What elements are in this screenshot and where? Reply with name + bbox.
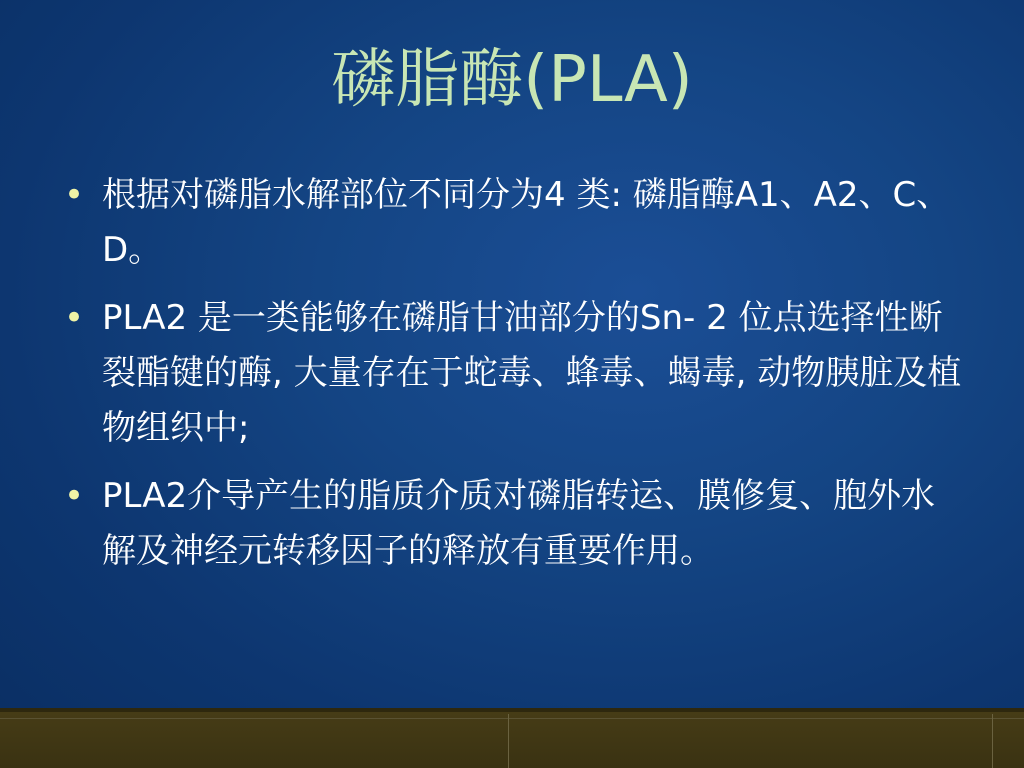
bullet-item-3 <box>62 469 962 579</box>
footer-divider-line <box>508 714 509 768</box>
footer-divider-line <box>992 714 993 768</box>
bullet-marker: • <box>64 175 85 215</box>
bullet-text: PLA2介导产生的脂质介质对磷脂转运、膜修复、胞外水解及神经元转移因子的释放有重要作用。 <box>102 476 936 571</box>
footer-divider-line <box>0 718 1024 719</box>
slide-title: 磷脂酶(PLA) <box>331 43 693 117</box>
bullet-list <box>62 168 962 592</box>
footer-bar <box>0 708 1024 768</box>
bullet-marker: • <box>64 298 85 338</box>
bullet-marker: • <box>64 476 85 516</box>
bullet-text: 根据对磷脂水解部位不同分为4 类: 磷脂酶A1、A2、C、D。 <box>102 175 951 270</box>
bullet-item-1 <box>62 168 962 278</box>
bullet-item-2 <box>62 291 962 456</box>
bullet-text: PLA2 是一类能够在磷脂甘油部分的Sn- 2 位点选择性断裂酯键的酶, 大量存在于蛇毒、蜂毒、蝎毒, 动物胰脏及植物组织中; <box>102 298 962 448</box>
